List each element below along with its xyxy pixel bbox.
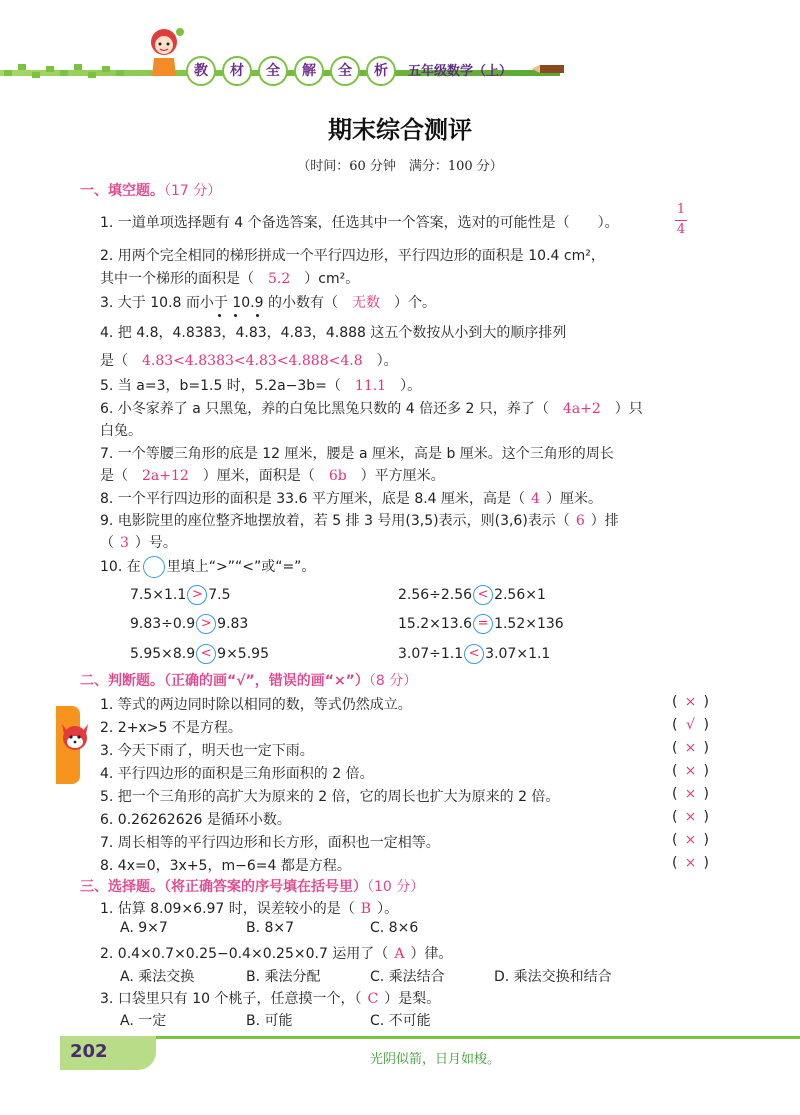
- answer: ×: [684, 809, 697, 825]
- page-title: 期末综合测评: [328, 115, 472, 144]
- pencil-icon: [530, 64, 566, 74]
- compare-item-6: [398, 644, 550, 664]
- compare-item-3: [130, 614, 248, 634]
- answer: 6b: [328, 468, 347, 484]
- question-1-3: [100, 292, 436, 312]
- question-1-1: [100, 212, 619, 232]
- judge-answer-4: ( × ): [672, 763, 709, 779]
- section-3-heading: [80, 876, 424, 896]
- judge-item-6: 6. 0.26262626 是循环小数。: [100, 812, 291, 828]
- judge-item-2: 2. 2+x>5 不是方程。: [100, 720, 242, 736]
- text: 9.83: [217, 616, 249, 632]
- judge-answer-2: ( √ ): [672, 717, 709, 733]
- text: 3.07×1.1: [485, 646, 551, 662]
- judge-answer-5: ( × ): [672, 786, 709, 802]
- answer-circle: >: [187, 585, 207, 605]
- choice-question-2: [100, 943, 452, 963]
- answer: 6: [575, 513, 585, 529]
- judge-answer-8: ( × ): [672, 855, 709, 871]
- footer-motto: 光阴似箭，日月如梭。: [370, 1052, 501, 1067]
- question-1-10: [100, 556, 315, 578]
- choice-option: B. 乘法分配: [246, 969, 321, 985]
- answer-fraction-denominator: 4: [676, 222, 686, 237]
- text: （: [100, 535, 114, 551]
- answer: ×: [684, 832, 697, 848]
- page-number: 202: [70, 1041, 108, 1062]
- text: ）号。: [134, 535, 177, 551]
- answer-circle: <: [473, 585, 493, 605]
- text: 是（: [100, 353, 142, 369]
- section-2-heading: [80, 670, 417, 690]
- compare-item-1: [130, 585, 231, 605]
- question-1-2-line1: 2. 用两个完全相同的梯形拼成一个平行四边形，平行四边形的面积是 10.4 cm²，: [100, 248, 605, 264]
- text: 7.5×1.1: [130, 587, 187, 603]
- series-char-4: 解: [294, 56, 324, 86]
- choice-option: C. 8×6: [370, 920, 419, 936]
- answer: 5.2: [268, 271, 291, 287]
- question-text-end: ）。: [597, 215, 619, 231]
- text: ）cm²。: [290, 271, 360, 287]
- section-2-title: 二、判断题。（正确的画“√”，错误的画“×”）: [80, 673, 369, 689]
- answer: 11.1: [354, 378, 387, 394]
- answer-circle: =: [473, 614, 493, 634]
- compare-item-5: [130, 644, 269, 664]
- text: 2. 0.4×0.7×0.25−0.4×0.25×0.7 运用了（: [100, 946, 389, 962]
- text: 10. 在: [100, 559, 141, 575]
- question-1-7-line2: [100, 465, 445, 485]
- text: 2.56÷2.56: [398, 587, 473, 603]
- answer: ×: [684, 855, 697, 871]
- answer: B: [360, 901, 372, 917]
- judge-answer-6: ( × ): [672, 809, 709, 825]
- text: ）排: [590, 513, 619, 529]
- text: ）个。: [379, 295, 436, 311]
- choice-option: A. 一定: [120, 1013, 167, 1029]
- section-1-heading: [80, 180, 221, 200]
- text: ）。: [362, 353, 398, 369]
- fraction-bar: [675, 220, 687, 221]
- choice-option: A. 9×7: [120, 920, 168, 936]
- text: 3.07÷1.1: [398, 646, 464, 662]
- section-1-title: 一、填空题。: [80, 183, 164, 199]
- series-char-1: 教: [186, 56, 216, 86]
- question-1-6-line2: 白兔。: [100, 423, 142, 439]
- answer: ×: [684, 740, 697, 756]
- compare-item-4: [398, 614, 564, 634]
- answer-circle: <: [196, 644, 216, 664]
- text: 8. 一个平行四边形的面积是 33.6 平方厘米，底是 8.4 厘米，高是（: [100, 491, 526, 507]
- blank-circle-icon: [143, 556, 165, 578]
- answer: ×: [684, 786, 697, 802]
- series-char-3: 全: [258, 56, 288, 86]
- choice-option: B. 8×7: [246, 920, 295, 936]
- series-char-2: 材: [222, 56, 252, 86]
- text: 5.95×8.9: [130, 646, 196, 662]
- repeat-dot: [234, 314, 237, 317]
- question-1-9-line2: [100, 532, 177, 552]
- text: 里填上“>”“<”或“=”。: [166, 559, 316, 575]
- choice-question-3: [100, 988, 440, 1008]
- choice-option: B. 可能: [246, 1013, 293, 1029]
- answer: 3: [120, 535, 129, 551]
- section-2-points: （8 分）: [368, 673, 418, 689]
- text: 3. 大于 10.8 而小于 10.9 的小数有（: [100, 295, 352, 311]
- judge-item-1: 1. 等式的两边同时除以相同的数，等式仍然成立。: [100, 697, 412, 713]
- judge-item-4: 4. 平行四边形的面积是三角形面积的 2 倍。: [100, 766, 374, 782]
- answer: 4.83<4.8383<4.83<4.888<4.8: [142, 353, 363, 369]
- answer: 2a+12: [142, 468, 189, 484]
- choice-option: D. 乘法交换和结合: [494, 969, 612, 985]
- text: 其中一个梯形的面积是（: [100, 271, 268, 287]
- judge-item-3: 3. 今天下雨了，明天也一定下雨。: [100, 743, 314, 759]
- section-3-points: （10 分）: [367, 879, 425, 895]
- girl-mascot-icon: [140, 22, 188, 82]
- question-1-4-line1: 4. 把 4.8，4.8383，4.83，4.83，4.888 这五个数按从小到大的顺序排列: [100, 325, 567, 341]
- text: ）。: [377, 901, 399, 917]
- text: ）厘米，面积是（: [188, 468, 329, 484]
- repeat-dot: [256, 314, 259, 317]
- choice-option: C. 乘法结合: [370, 969, 445, 985]
- text: 是（: [100, 468, 142, 484]
- answer-circle: <: [464, 644, 484, 664]
- section-3-title: 三、选择题。（将正确答案的序号填在括号里）: [80, 879, 367, 895]
- text: ）厘米。: [545, 491, 602, 507]
- text: 7.5: [208, 587, 231, 603]
- text: 5. 当 a=3，b=1.5 时，5.2a−3b=（: [100, 378, 355, 394]
- compare-item-2: [398, 585, 546, 605]
- question-1-6-line1: [100, 398, 643, 418]
- judge-answer-7: ( × ): [672, 832, 709, 848]
- text: 3. 口袋里只有 10 个桃子，任意摸一个，（: [100, 991, 362, 1007]
- answer: 无数: [351, 295, 380, 311]
- choice-question-1: [100, 898, 398, 918]
- text: 1. 估算 8.09×6.97 时，误差较小的是（: [100, 901, 355, 917]
- text: 9.83÷0.9: [130, 616, 196, 632]
- header-dots-decoration: [4, 62, 134, 82]
- series-char-6: 析: [366, 56, 396, 86]
- question-1-7-line1: 7. 一个等腰三角形的底是 12 厘米，腰是 a 厘米，高是 b 厘米。这个三角形的周长: [100, 446, 614, 462]
- answer-fraction-numerator: 1: [676, 202, 686, 217]
- question-text: 1. 一道单项选择题有 4 个备选答案，任选其中一个答案，选对的可能性是（: [100, 215, 570, 231]
- text: 9×5.95: [217, 646, 269, 662]
- text: ）。: [386, 378, 422, 394]
- question-1-4-line2: [100, 350, 398, 370]
- text: 9. 电影院里的座位整齐地摆放着，若 5 排 3 号用(3,5)表示，则(3,6)表示（: [100, 513, 570, 529]
- answer: 4a+2: [562, 401, 601, 417]
- answer: A: [394, 946, 405, 962]
- fox-mascot-icon: [58, 718, 92, 758]
- page-subtitle: （时间：60 分钟 满分：100 分）: [297, 159, 503, 174]
- judge-answer-3: ( × ): [672, 740, 709, 756]
- text: 15.2×13.6: [398, 616, 473, 632]
- section-1-points: （17 分）: [164, 183, 222, 199]
- question-1-2-line2: [100, 268, 359, 288]
- judge-item-5: 5. 把一个三角形的高扩大为原来的 2 倍，它的周长也扩大为原来的 2 倍。: [100, 789, 560, 805]
- choice-option: C. 不可能: [370, 1013, 431, 1029]
- text: 1.52×136: [494, 616, 564, 632]
- answer: ×: [684, 694, 697, 710]
- question-1-8: [100, 488, 602, 508]
- series-char-5: 全: [330, 56, 360, 86]
- text: ）是梨。: [384, 991, 441, 1007]
- text: ）律。: [410, 946, 453, 962]
- footer-bar: [60, 1036, 800, 1039]
- grade-label: 五年级数学（上）: [408, 64, 513, 79]
- text: 6. 小冬家养了 a 只黑兔，养的白兔比黑兔只数的 4 倍还多 2 只，养了（: [100, 401, 563, 417]
- question-1-9-line1: [100, 510, 619, 530]
- answer-circle: >: [196, 614, 216, 634]
- question-1-5: [100, 375, 421, 395]
- text: 2.56×1: [494, 587, 546, 603]
- text: ）平方厘米。: [346, 468, 445, 484]
- judge-item-7: 7. 周长相等的平行四边形和长方形，面积也一定相等。: [100, 835, 440, 851]
- answer: ×: [684, 763, 697, 779]
- answer: C: [367, 991, 379, 1007]
- choice-option: A. 乘法交换: [120, 969, 195, 985]
- answer: √: [686, 717, 695, 733]
- judge-answer-1: ( × ): [672, 694, 709, 710]
- judge-item-8: 8. 4x=0，3x+5，m−6=4 都是方程。: [100, 858, 351, 874]
- repeat-dot: [218, 314, 221, 317]
- answer: 4: [531, 491, 540, 507]
- text: ）只: [600, 401, 643, 417]
